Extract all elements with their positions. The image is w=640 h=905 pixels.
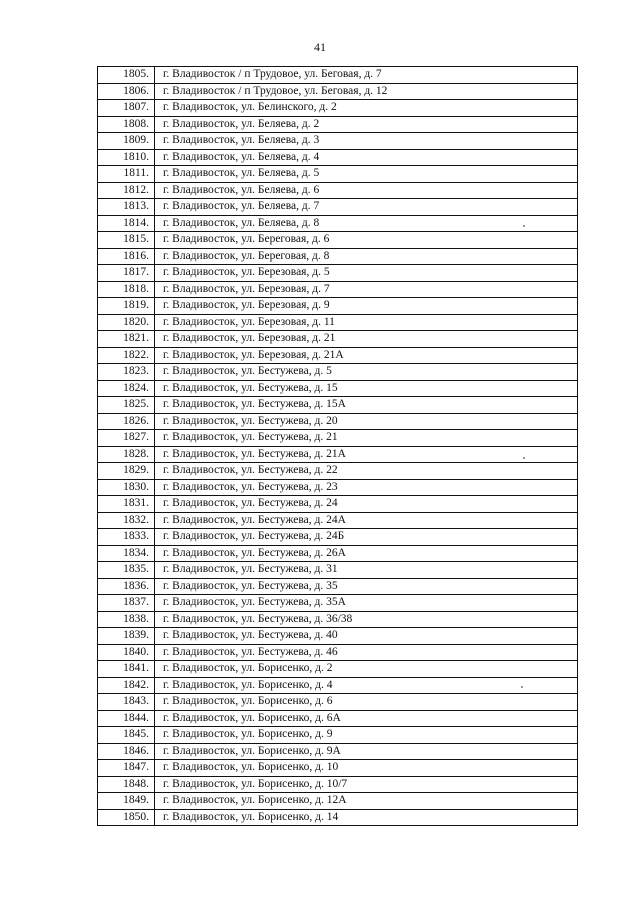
- address-cell: г. Владивосток, ул. Борисенко, д. 2: [155, 661, 578, 678]
- address-cell: г. Владивосток, ул. Беляева, д. 6: [155, 182, 578, 199]
- row-number-cell: 1822.: [98, 347, 155, 364]
- row-number-cell: 1833.: [98, 529, 155, 546]
- address-cell: г. Владивосток, ул. Борисенко, д. 10/7: [155, 776, 578, 793]
- table-row: [98, 776, 578, 793]
- row-number-cell: 1817.: [98, 265, 155, 282]
- table-row: [98, 496, 578, 513]
- row-number-cell: 1831.: [98, 496, 155, 513]
- row-number-cell: 1818.: [98, 281, 155, 298]
- address-cell: г. Владивосток, ул. Бестужева, д. 24А: [155, 512, 578, 529]
- row-number-cell: 1847.: [98, 760, 155, 777]
- table-row: [98, 133, 578, 150]
- row-number-cell: 1830.: [98, 479, 155, 496]
- row-number-cell: 1835.: [98, 562, 155, 579]
- table-row: [98, 215, 578, 232]
- address-cell: г. Владивосток, ул. Береговая, д. 6: [155, 232, 578, 249]
- row-number-cell: 1811.: [98, 166, 155, 183]
- address-cell: г. Владивосток, ул. Борисенко, д. 9А: [155, 743, 578, 760]
- address-cell: г. Владивосток, ул. Борисенко, д. 12А: [155, 793, 578, 810]
- address-cell: г. Владивосток, ул. Бестужева, д. 22: [155, 463, 578, 480]
- address-cell: г. Владивосток, ул. Бестужева, д. 20: [155, 413, 578, 430]
- address-cell: г. Владивосток, ул. Березовая, д. 21А: [155, 347, 578, 364]
- row-number-cell: 1840.: [98, 644, 155, 661]
- address-cell: г. Владивосток, ул. Бестужева, д. 35А: [155, 595, 578, 612]
- address-cell: г. Владивосток, ул. Березовая, д. 5: [155, 265, 578, 282]
- row-number-cell: 1814.: [98, 215, 155, 232]
- address-cell: г. Владивосток, ул. Беляева, д. 7: [155, 199, 578, 216]
- table-row: [98, 413, 578, 430]
- row-number-cell: 1849.: [98, 793, 155, 810]
- table-row: [98, 116, 578, 133]
- table-row: [98, 545, 578, 562]
- address-cell: г. Владивосток, ул. Бестужева, д. 15А: [155, 397, 578, 414]
- address-cell: г. Владивосток, ул. Беляева, д. 8: [155, 215, 578, 232]
- address-cell: г. Владивосток, ул. Борисенко, д. 14: [155, 809, 578, 826]
- address-cell: г. Владивосток, ул. Бестужева, д. 5: [155, 364, 578, 381]
- address-cell: г. Владивосток / п Трудовое, ул. Беговая, д. 7: [155, 67, 578, 84]
- address-cell: г. Владивосток, ул. Березовая, д. 7: [155, 281, 578, 298]
- page-number: 41: [314, 40, 326, 54]
- row-number-cell: 1843.: [98, 694, 155, 711]
- address-cell: г. Владивосток, ул. Бестужева, д. 26А: [155, 545, 578, 562]
- address-cell: г. Владивосток, ул. Беляева, д. 5: [155, 166, 578, 183]
- table-row: [98, 463, 578, 480]
- address-cell: г. Владивосток, ул. Береговая, д. 8: [155, 248, 578, 265]
- row-number-cell: 1834.: [98, 545, 155, 562]
- table-row: [98, 265, 578, 282]
- row-number-cell: 1829.: [98, 463, 155, 480]
- address-cell: г. Владивосток, ул. Беляева, д. 2: [155, 116, 578, 133]
- address-cell: г. Владивосток, ул. Борисенко, д. 9: [155, 727, 578, 744]
- address-cell: г. Владивосток, ул. Бестужева, д. 40: [155, 628, 578, 645]
- address-cell: г. Владивосток, ул. Бестужева, д. 21: [155, 430, 578, 447]
- row-number-cell: 1819.: [98, 298, 155, 315]
- address-cell: г. Владивосток, ул. Бестужева, д. 46: [155, 644, 578, 661]
- table-row: [98, 430, 578, 447]
- row-number-cell: 1821.: [98, 331, 155, 348]
- table-row: [98, 479, 578, 496]
- table-row: [98, 628, 578, 645]
- row-number-cell: 1848.: [98, 776, 155, 793]
- row-number-cell: 1813.: [98, 199, 155, 216]
- table-row: [98, 611, 578, 628]
- table-row: [98, 529, 578, 546]
- address-cell: г. Владивосток, ул. Борисенко, д. 4: [155, 677, 578, 694]
- address-table: [97, 66, 578, 826]
- address-cell: г. Владивосток, ул. Бестужева, д. 24Б: [155, 529, 578, 546]
- row-number-cell: 1828.: [98, 446, 155, 463]
- table-row: [98, 248, 578, 265]
- table-row: [98, 314, 578, 331]
- address-cell: г. Владивосток, ул. Бестужева, д. 35: [155, 578, 578, 595]
- address-cell: г. Владивосток, ул. Беляева, д. 3: [155, 133, 578, 150]
- address-cell: г. Владивосток, ул. Беляева, д. 4: [155, 149, 578, 166]
- row-number-cell: 1809.: [98, 133, 155, 150]
- row-number-cell: 1807.: [98, 100, 155, 117]
- table-row: [98, 182, 578, 199]
- table-row: [98, 793, 578, 810]
- table-row: [98, 331, 578, 348]
- table-row: [98, 760, 578, 777]
- row-number-cell: 1845.: [98, 727, 155, 744]
- scan-speck: [521, 686, 523, 688]
- row-number-cell: 1844.: [98, 710, 155, 727]
- row-number-cell: 1838.: [98, 611, 155, 628]
- address-table-body: [98, 67, 578, 826]
- address-cell: г. Владивосток, ул. Борисенко, д. 6А: [155, 710, 578, 727]
- row-number-cell: 1832.: [98, 512, 155, 529]
- row-number-cell: 1825.: [98, 397, 155, 414]
- row-number-cell: 1820.: [98, 314, 155, 331]
- row-number-cell: 1826.: [98, 413, 155, 430]
- row-number-cell: 1823.: [98, 364, 155, 381]
- row-number-cell: 1836.: [98, 578, 155, 595]
- table-row: [98, 809, 578, 826]
- table-row: [98, 281, 578, 298]
- scan-speck: [523, 457, 525, 459]
- table-row: [98, 199, 578, 216]
- address-cell: г. Владивосток, ул. Бестужева, д. 24: [155, 496, 578, 513]
- address-cell: г. Владивосток, ул. Борисенко, д. 10: [155, 760, 578, 777]
- row-number-cell: 1808.: [98, 116, 155, 133]
- table-row: [98, 364, 578, 381]
- address-cell: г. Владивосток, ул. Бестужева, д. 15: [155, 380, 578, 397]
- row-number-cell: 1806.: [98, 83, 155, 100]
- row-number-cell: 1837.: [98, 595, 155, 612]
- address-cell: г. Владивосток, ул. Березовая, д. 11: [155, 314, 578, 331]
- row-number-cell: 1824.: [98, 380, 155, 397]
- table-row: [98, 644, 578, 661]
- table-row: [98, 512, 578, 529]
- table-row: [98, 661, 578, 678]
- address-cell: г. Владивосток, ул. Белинского, д. 2: [155, 100, 578, 117]
- table-row: [98, 694, 578, 711]
- row-number-cell: 1842.: [98, 677, 155, 694]
- table-row: [98, 710, 578, 727]
- address-cell: г. Владивосток, ул. Березовая, д. 9: [155, 298, 578, 315]
- table-row: [98, 67, 578, 84]
- row-number-cell: 1816.: [98, 248, 155, 265]
- table-row: [98, 83, 578, 100]
- table-row: [98, 232, 578, 249]
- table-row: [98, 743, 578, 760]
- table-row: [98, 347, 578, 364]
- address-cell: г. Владивосток, ул. Бестужева, д. 21А: [155, 446, 578, 463]
- row-number-cell: 1841.: [98, 661, 155, 678]
- row-number-cell: 1812.: [98, 182, 155, 199]
- row-number-cell: 1846.: [98, 743, 155, 760]
- table-row: [98, 595, 578, 612]
- table-row: [98, 727, 578, 744]
- address-cell: г. Владивосток, ул. Борисенко, д. 6: [155, 694, 578, 711]
- table-row: [98, 166, 578, 183]
- row-number-cell: 1815.: [98, 232, 155, 249]
- table-row: [98, 100, 578, 117]
- row-number-cell: 1850.: [98, 809, 155, 826]
- scan-speck: [523, 225, 525, 227]
- row-number-cell: 1827.: [98, 430, 155, 447]
- row-number-cell: 1810.: [98, 149, 155, 166]
- row-number-cell: 1805.: [98, 67, 155, 84]
- address-cell: г. Владивосток / п Трудовое, ул. Беговая, д. 12: [155, 83, 578, 100]
- row-number-cell: 1839.: [98, 628, 155, 645]
- address-cell: г. Владивосток, ул. Бестужева, д. 23: [155, 479, 578, 496]
- table-row: [98, 298, 578, 315]
- table-row: [98, 149, 578, 166]
- table-row: [98, 397, 578, 414]
- table-row: [98, 446, 578, 463]
- address-cell: г. Владивосток, ул. Березовая, д. 21: [155, 331, 578, 348]
- address-cell: г. Владивосток, ул. Бестужева, д. 36/38: [155, 611, 578, 628]
- table-row: [98, 677, 578, 694]
- table-row: [98, 578, 578, 595]
- table-row: [98, 562, 578, 579]
- table-row: [98, 380, 578, 397]
- address-cell: г. Владивосток, ул. Бестужева, д. 31: [155, 562, 578, 579]
